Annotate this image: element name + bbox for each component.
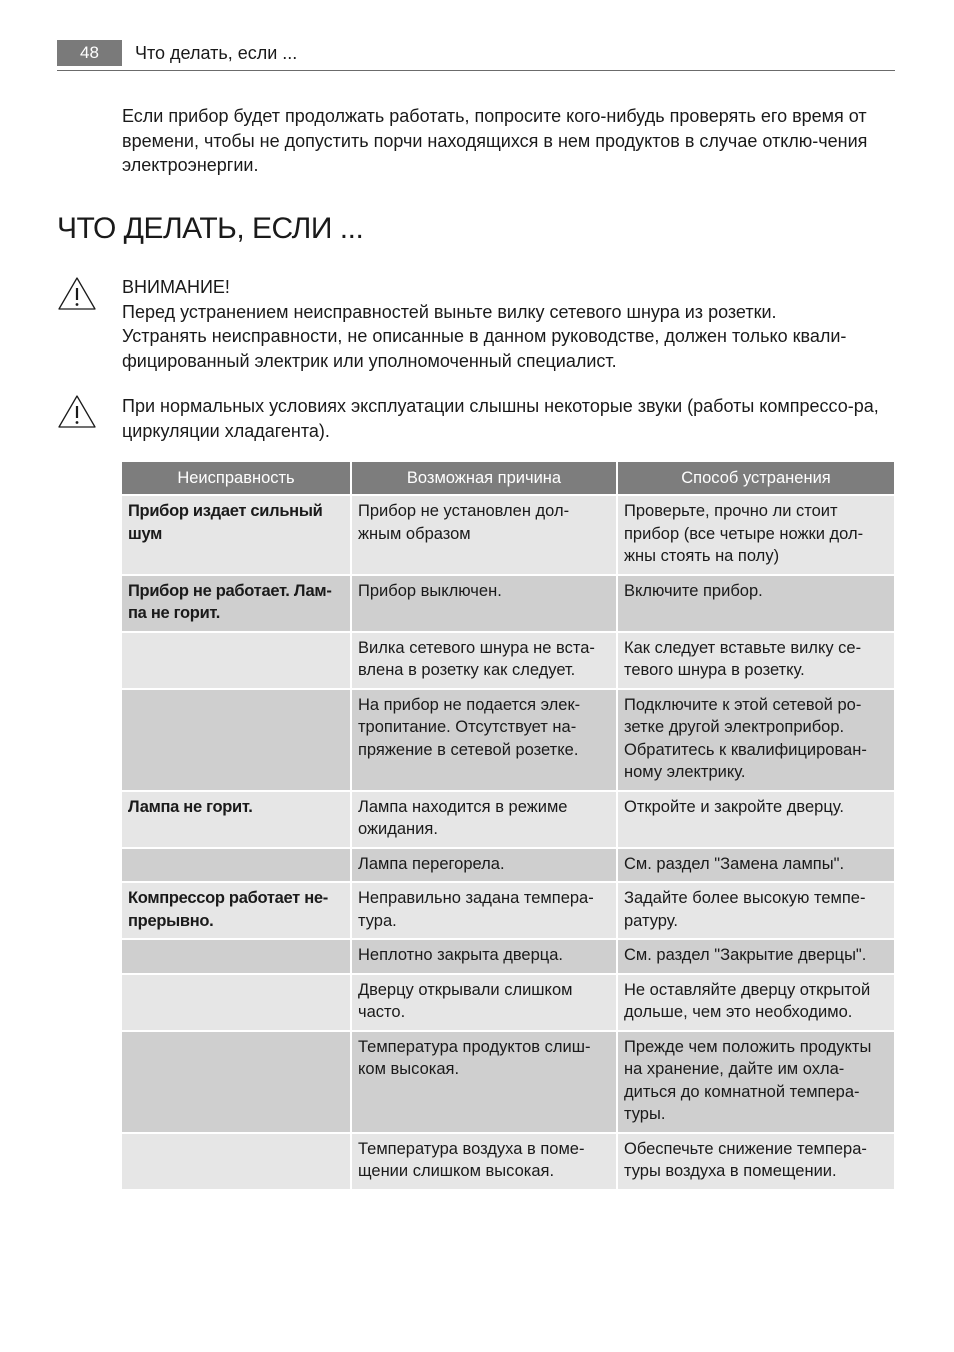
cause-cell: Температура воздуха в поме-щении слишком высокая.	[352, 1134, 618, 1191]
header-divider	[57, 70, 895, 71]
remedy-cell: Откройте и закройте дверцу.	[618, 792, 894, 849]
cause-cell: Неправильно задана темпера-тура.	[352, 883, 618, 940]
table-row	[122, 1032, 894, 1134]
table-row	[122, 792, 894, 849]
warning-text-1: Перед устранением неисправностей выньте вилку сетевого шнура из розетки.	[122, 301, 777, 322]
table-row	[122, 883, 894, 940]
fault-cell: Прибор не работает. Лам-па не горит.	[122, 576, 352, 633]
cause-cell: Лампа перегорела.	[352, 849, 618, 884]
remedy-cell: Подключите к этой сетевой ро-зетке другой электроприбор. Обратитесь к квалифицирован-ному электрику.	[618, 690, 894, 792]
fault-cell	[122, 940, 352, 975]
warning-note-text: При нормальных условиях эксплуатации слышны некоторые звуки (работы компрессо-ра, циркуляции хладагента).	[122, 396, 879, 441]
table-row	[122, 576, 894, 633]
remedy-cell: Как следует вставьте вилку се-тевого шнура в розетку.	[618, 633, 894, 690]
cause-cell: Вилка сетевого шнура не вста-влена в розетку как следует.	[352, 633, 618, 690]
fault-cell	[122, 1032, 352, 1134]
fault-cell	[122, 690, 352, 792]
page-number: 48	[57, 40, 122, 66]
warning-heading: ВНИМАНИЕ!	[122, 277, 230, 297]
fault-cell	[122, 975, 352, 1032]
cause-cell: На прибор не подается элек-тропитание. Отсутствует на-пряжение в сетевой розетке.	[352, 690, 618, 792]
warning-triangle-icon	[57, 394, 97, 430]
intro-paragraph: Если прибор будет продолжать работать, попросите кого-нибудь проверять его время от времени, чтобы не допустить порчи находящихся в нем продуктов в случае отклю-чения электроэнергии.	[122, 106, 868, 175]
table-row	[122, 690, 894, 792]
remedy-cell: Прежде чем положить продукты на хранение, дайте им охла-диться до комнатной темпера-туры.	[618, 1032, 894, 1134]
cause-cell: Лампа находится в режиме ожидания.	[352, 792, 618, 849]
table-row	[122, 975, 894, 1032]
remedy-cell: Не оставляйте дверцу открытой дольше, чем это необходимо.	[618, 975, 894, 1032]
fault-cell	[122, 849, 352, 884]
warning-block-2	[122, 394, 892, 443]
table-row	[122, 940, 894, 975]
table-header-row	[122, 462, 894, 496]
fault-cell	[122, 633, 352, 690]
cause-cell: Прибор не установлен дол-жным образом	[352, 496, 618, 576]
warning-block-1	[122, 275, 892, 373]
remedy-cell: См. раздел "Замена лампы".	[618, 849, 894, 884]
warning-text-2: Устранять неисправности, не описанные в данном руководстве, должен только квали-фицированный электрик или уполномоченный специалист.	[122, 326, 847, 371]
section-title: ЧТО ДЕЛАТЬ, ЕСЛИ ...	[57, 212, 364, 245]
fault-cell: Прибор издает сильный шум	[122, 496, 352, 576]
table-row	[122, 633, 894, 690]
remedy-cell: Обеспечьте снижение темпера-туры воздуха в помещении.	[618, 1134, 894, 1191]
cause-cell: Прибор выключен.	[352, 576, 618, 633]
column-header-cause: Возможная причина	[352, 462, 618, 496]
cause-cell: Дверцу открывали слишком часто.	[352, 975, 618, 1032]
remedy-cell: Проверьте, прочно ли стоит прибор (все четыре ножки дол-жны стоять на полу)	[618, 496, 894, 576]
column-header-fault: Неисправность	[122, 462, 352, 496]
troubleshooting-table	[122, 462, 894, 1191]
cause-cell: Неплотно закрыта дверца.	[352, 940, 618, 975]
remedy-cell: Включите прибор.	[618, 576, 894, 633]
running-header-title: Что делать, если ...	[135, 43, 298, 63]
remedy-cell: Задайте более высокую темпе-ратуру.	[618, 883, 894, 940]
fault-cell	[122, 1134, 352, 1191]
cause-cell: Температура продуктов слиш-ком высокая.	[352, 1032, 618, 1134]
table-row	[122, 1134, 894, 1191]
fault-cell: Компрессор работает не-прерывно.	[122, 883, 352, 940]
warning-triangle-icon	[57, 276, 97, 312]
table-row	[122, 849, 894, 884]
remedy-cell: См. раздел "Закрытие дверцы".	[618, 940, 894, 975]
table-row	[122, 496, 894, 576]
column-header-remedy: Способ устранения	[618, 462, 894, 496]
fault-cell: Лампа не горит.	[122, 792, 352, 849]
